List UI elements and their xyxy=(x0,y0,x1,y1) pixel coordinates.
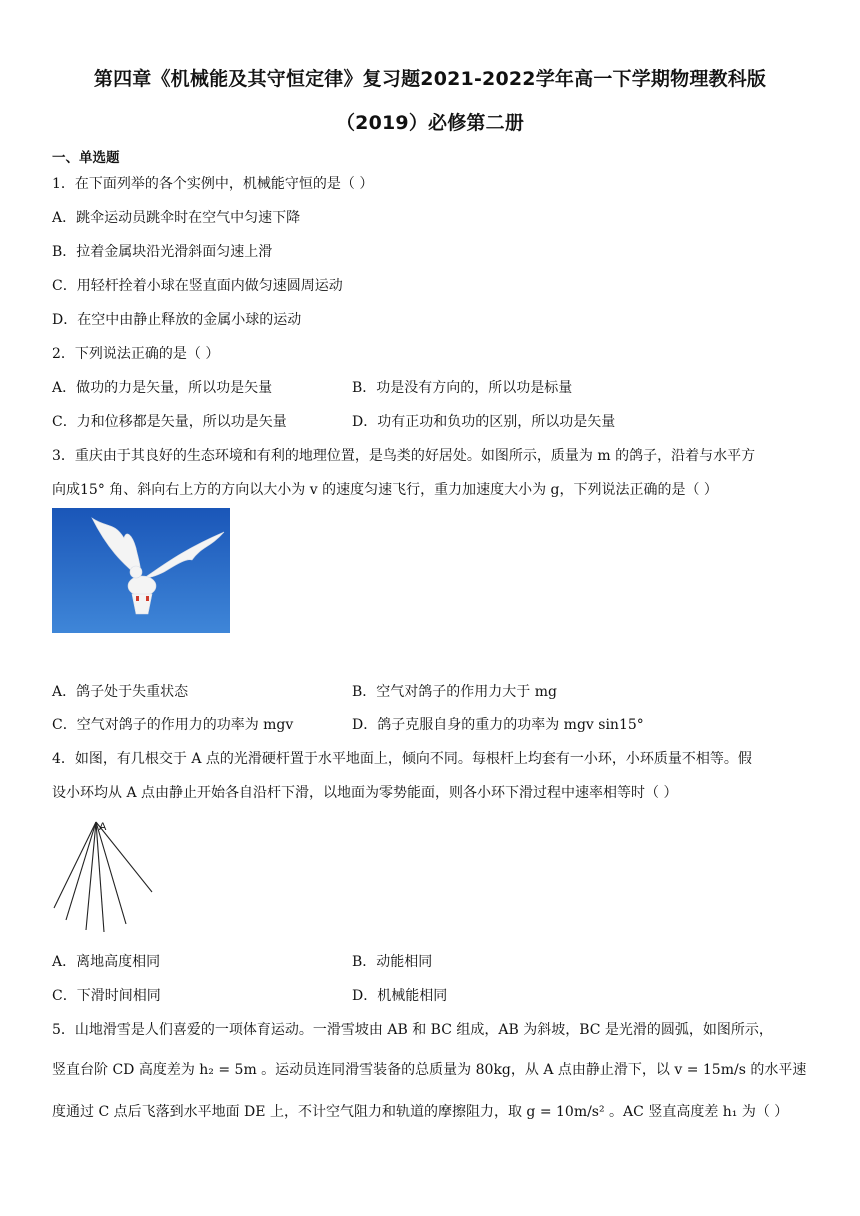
q2-option-c: C．力和位移都是矢量，所以功是矢量 xyxy=(52,414,287,430)
q3-option-d: D．鸽子克服自身的重力的功率为 mgv sin15° xyxy=(352,717,644,733)
q1-option-b: B．拉着金属块沿光滑斜面匀速上滑 xyxy=(52,244,273,260)
q1-option-d: D．在空中由静止释放的金属小球的运动 xyxy=(52,312,302,328)
q1-option-a: A．跳伞运动员跳伞时在空气中匀速下降 xyxy=(52,210,301,226)
q2-option-d: D．功有正功和负功的区别，所以功是矢量 xyxy=(352,414,616,430)
q4-option-a: A．离地高度相同 xyxy=(52,954,161,970)
q3-option-b: B．空气对鸽子的作用力大于 mg xyxy=(352,684,557,700)
q4-stem-line2: 设小环均从 A 点由静止开始各自沿杆下滑，以地面为零势能面，则各小环下滑过程中速率相等时（ ） xyxy=(52,785,678,801)
q4-option-d: D．机械能相同 xyxy=(352,988,448,1004)
q3-stem-line1: 3．重庆由于其良好的生态环境和有利的地理位置，是鸟类的好居处。如图所示，质量为 m 的鸽子，沿着与水平方 xyxy=(52,448,756,464)
document-title-line2: （2019）必修第二册 xyxy=(335,112,525,134)
q5-stem-line2: 竖直台阶 CD 高度差为 h₂ = 5m 。运动员连同滑雪装备的总质量为 80kg，从 A 点由静止滑下，以 v = 15m/s 的水平速 xyxy=(52,1062,807,1078)
q3-option-a: A．鸽子处于失重状态 xyxy=(52,684,189,700)
rods xyxy=(54,822,152,932)
q1-stem: 1．在下面列举的各个实例中，机械能守恒的是（ ） xyxy=(52,176,374,192)
section-heading: 一、单选题 xyxy=(52,150,120,166)
q2-stem: 2．下列说法正确的是（ ） xyxy=(52,346,220,362)
point-a-label: A xyxy=(99,821,107,833)
q3-option-c: C．空气对鸽子的作用力的功率为 mgv xyxy=(52,717,294,733)
q3-stem-line2: 向成15° 角、斜向右上方的方向以大小为 v 的速度匀速飞行，重力加速度大小为 g，下列说法正确的是（ ） xyxy=(52,482,718,498)
rods-diagram xyxy=(52,812,162,934)
q4-stem-line1: 4．如图，有几根交于 A 点的光滑硬杆置于水平地面上，倾向不同。每根杆上均套有一小环，小环质量不相等。假 xyxy=(52,751,752,767)
document-title-line1: 第四章《机械能及其守恒定律》复习题2021-2022学年高一下学期物理教科版 xyxy=(93,68,767,90)
q5-stem-line3: 度通过 C 点后飞落到水平地面 DE 上，不计空气阻力和轨道的摩擦阻力，取 g = 10m/s² 。AC 竖直高度差 h₁ 为（ ） xyxy=(52,1104,789,1120)
dove-photo xyxy=(52,508,230,633)
q1-option-c: C．用轻杆拴着小球在竖直面内做匀速圆周运动 xyxy=(52,278,343,294)
q2-option-a: A．做功的力是矢量，所以功是矢量 xyxy=(52,380,273,396)
q4-option-c: C．下滑时间相同 xyxy=(52,988,161,1004)
q4-option-b: B．动能相同 xyxy=(352,954,433,970)
q5-stem-line1: 5．山地滑雪是人们喜爱的一项体育运动。一滑雪坡由 AB 和 BC 组成，AB 为斜坡，BC 是光滑的圆弧，如图所示， xyxy=(52,1022,773,1038)
q2-option-b: B．功是没有方向的，所以功是标量 xyxy=(352,380,573,396)
